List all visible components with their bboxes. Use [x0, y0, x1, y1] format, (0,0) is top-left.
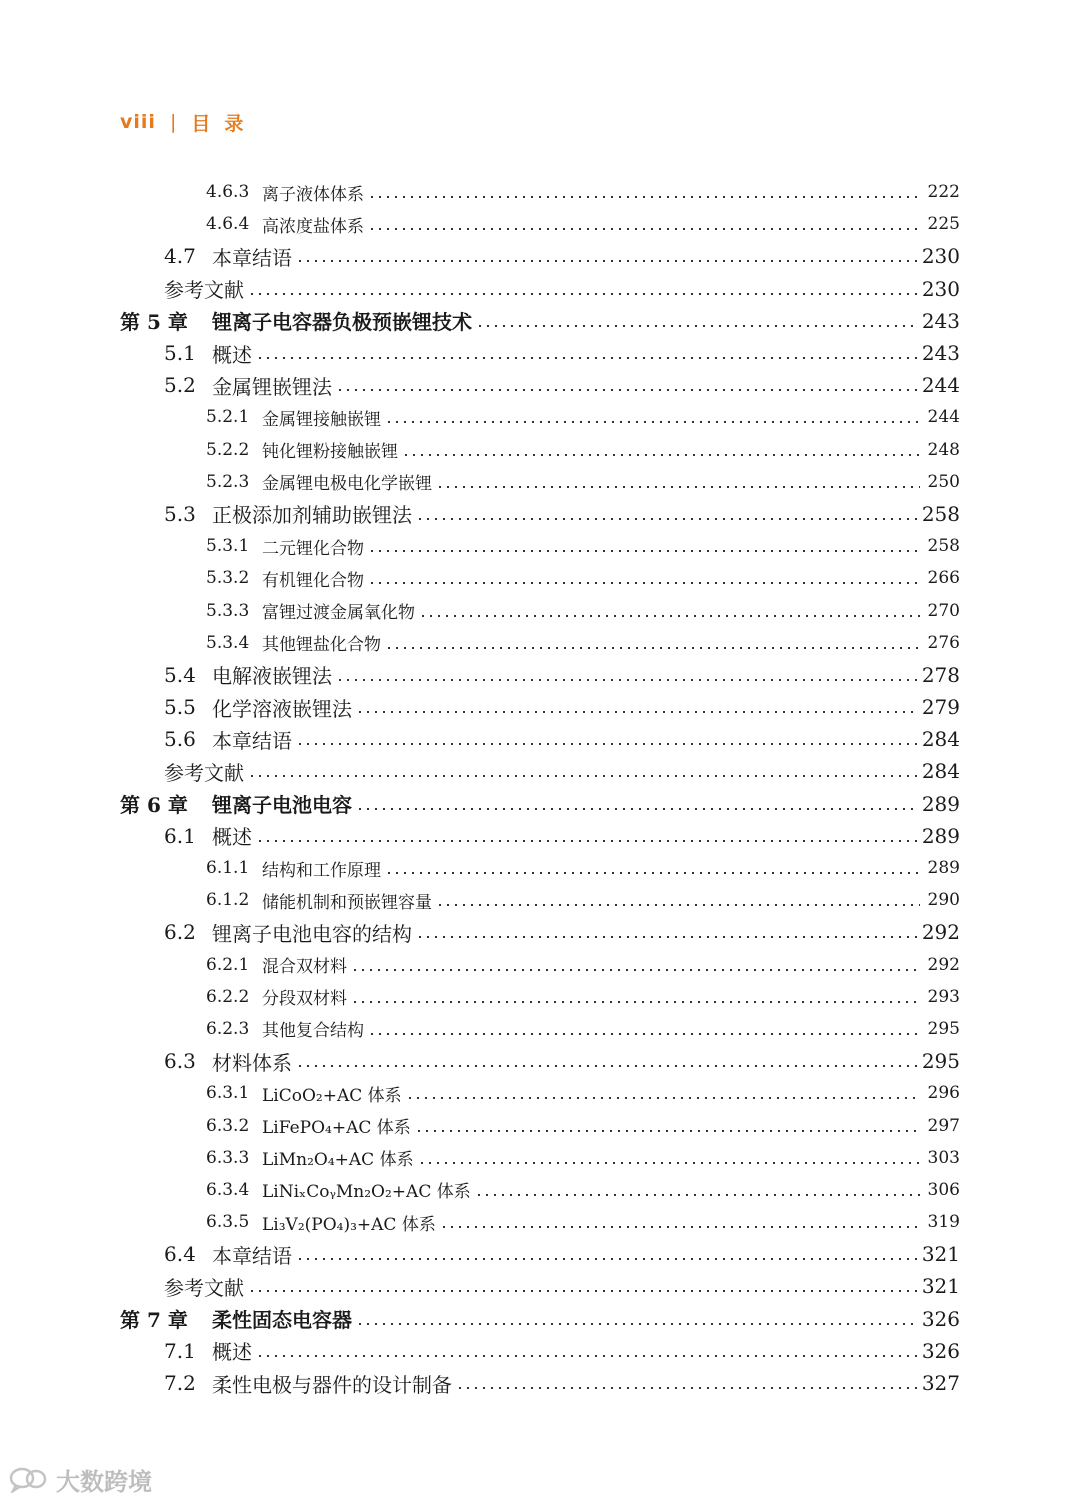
toc-page-number: 303	[927, 1147, 960, 1168]
toc-title: 其他锂盐化合物	[262, 635, 381, 656]
toc-number: 6.3.5	[206, 1212, 250, 1233]
toc-title: 概述	[212, 1340, 252, 1365]
toc-number: 6.1.1	[206, 858, 250, 879]
toc-title: 锂离子电池电容	[212, 793, 352, 818]
dot-leader	[385, 647, 920, 649]
toc-page-number: 243	[921, 341, 960, 366]
toc-number: 5.2	[164, 373, 196, 398]
toc-page-number: 290	[927, 890, 960, 911]
toc-number: 5.1	[164, 341, 196, 366]
toc-page-number: 284	[921, 727, 960, 752]
dot-leader	[256, 357, 918, 359]
toc-title: 混合双材料	[262, 957, 347, 978]
dot-leader	[296, 260, 918, 262]
toc-page-number: 295	[927, 1018, 960, 1039]
toc-title: LiMn₂O₄+AC 体系	[262, 1150, 414, 1171]
toc-page-number: 258	[927, 536, 960, 557]
toc-number: 5.5	[164, 695, 196, 720]
toc-page-number: 326	[921, 1338, 960, 1363]
dot-leader	[351, 969, 920, 971]
chat-bubbles-icon	[8, 1465, 52, 1493]
toc-page-number: 230	[921, 244, 960, 269]
running-head-title: 目录	[191, 112, 258, 135]
watermark	[8, 1462, 152, 1496]
toc-page-number: 295	[921, 1049, 960, 1074]
toc-title: LiFePO₄+AC 体系	[262, 1118, 411, 1139]
toc-entry-subsection	[120, 1077, 960, 1109]
dot-leader	[368, 582, 920, 584]
toc-entry-subsection	[120, 594, 960, 626]
toc-page-number: 243	[921, 308, 960, 333]
dot-leader	[476, 325, 918, 327]
toc-page-number: 244	[927, 407, 960, 428]
dot-leader	[368, 1033, 920, 1035]
toc-page-number: 279	[921, 695, 960, 720]
toc-entry-subsection	[120, 949, 960, 981]
dot-leader	[419, 615, 920, 617]
toc-page-number: 222	[927, 182, 960, 203]
dot-leader	[385, 421, 920, 423]
dot-leader	[385, 872, 920, 874]
dot-leader	[356, 711, 918, 713]
toc-title: 概述	[212, 825, 252, 850]
toc-number: 6.2.3	[206, 1018, 250, 1039]
dot-leader	[248, 293, 918, 295]
toc-number: 4.6.3	[206, 182, 250, 203]
running-head	[120, 108, 257, 136]
dot-leader	[418, 1162, 920, 1164]
toc-title: 锂离子电容器负极预嵌锂技术	[212, 310, 472, 335]
toc-entry-subsection	[120, 176, 960, 208]
toc-entry-ref	[120, 273, 960, 305]
toc-number: 6.3.4	[206, 1179, 250, 1200]
toc-number: 5.3.3	[206, 600, 250, 621]
toc-entry-subsection	[120, 1206, 960, 1238]
table-of-contents	[120, 176, 960, 1399]
toc-entry-section	[120, 1335, 960, 1367]
folio: viii	[120, 111, 156, 133]
toc-number: 6.3.3	[206, 1147, 250, 1168]
toc-entry-ref	[120, 755, 960, 787]
dot-leader	[256, 1355, 918, 1357]
toc-page-number: 230	[921, 276, 960, 301]
dot-leader	[475, 1194, 920, 1196]
toc-number: 7.2	[164, 1371, 196, 1396]
toc-title: 柔性电极与器件的设计制备	[212, 1372, 452, 1397]
toc-entry-section	[120, 240, 960, 272]
toc-title: 其他复合结构	[262, 1021, 364, 1042]
dot-leader	[416, 936, 918, 938]
toc-entry-subsection	[120, 562, 960, 594]
toc-entry-chapter	[120, 305, 960, 337]
toc-title: 正极添加剂辅助嵌锂法	[212, 503, 412, 528]
toc-title: 高浓度盐体系	[262, 216, 364, 237]
toc-entry-subsection	[120, 434, 960, 466]
dot-leader	[402, 454, 920, 456]
toc-entry-section	[120, 498, 960, 530]
toc-entry-subsection	[120, 1142, 960, 1174]
toc-entry-subsection	[120, 1013, 960, 1045]
dot-leader	[351, 1001, 920, 1003]
toc-number: 第 5 章	[120, 310, 188, 335]
dot-leader	[248, 1290, 918, 1292]
toc-entry-subsection	[120, 627, 960, 659]
toc-number: 5.3	[164, 501, 196, 526]
toc-entry-section	[120, 659, 960, 691]
dot-leader	[336, 389, 918, 391]
toc-page-number: 289	[927, 858, 960, 879]
dot-leader	[368, 228, 920, 230]
toc-title: 锂离子电池电容的结构	[212, 921, 412, 946]
toc-title: 金属锂嵌锂法	[212, 374, 332, 399]
toc-number: 4.6.4	[206, 214, 250, 235]
toc-entry-chapter	[120, 788, 960, 820]
toc-number: 5.2.3	[206, 471, 250, 492]
toc-entry-section	[120, 1045, 960, 1077]
dot-leader	[456, 1387, 918, 1389]
toc-page-number: 276	[927, 632, 960, 653]
toc-entry-subsection	[120, 466, 960, 498]
toc-page-number: 306	[927, 1179, 960, 1200]
toc-title: 钝化锂粉接触嵌锂	[262, 442, 398, 463]
toc-entry-chapter	[120, 1303, 960, 1335]
toc-number: 5.4	[164, 662, 196, 687]
toc-entry-subsection	[120, 1109, 960, 1141]
dot-leader	[356, 1323, 918, 1325]
toc-title: 材料体系	[212, 1050, 292, 1075]
toc-title: 分段双材料	[262, 989, 347, 1010]
dot-leader	[296, 1258, 918, 1260]
toc-page-number: 296	[927, 1083, 960, 1104]
toc-entry-section	[120, 820, 960, 852]
dot-leader	[356, 808, 918, 810]
toc-page-number: 270	[927, 600, 960, 621]
toc-entry-subsection	[120, 1174, 960, 1206]
dot-leader	[256, 840, 918, 842]
toc-page-number: 289	[921, 823, 960, 848]
toc-page-number: 293	[927, 986, 960, 1007]
toc-title: 金属锂电极电化学嵌锂	[262, 474, 432, 495]
toc-page-number: 248	[927, 439, 960, 460]
toc-title: LiCoO₂+AC 体系	[262, 1085, 402, 1106]
toc-page-number: 326	[921, 1306, 960, 1331]
toc-entry-subsection	[120, 401, 960, 433]
toc-entry-section	[120, 723, 960, 755]
toc-page-number: 278	[921, 662, 960, 687]
toc-number: 6.4	[164, 1242, 196, 1267]
toc-title: 结构和工作原理	[262, 860, 381, 881]
toc-number: 5.6	[164, 727, 196, 752]
toc-page-number: 292	[927, 954, 960, 975]
toc-page-number: 225	[927, 214, 960, 235]
toc-page-number: 327	[921, 1371, 960, 1396]
toc-title: 二元锂化合物	[262, 538, 364, 559]
toc-title: 离子液体体系	[262, 184, 364, 205]
toc-title: 有机锂化合物	[262, 570, 364, 591]
toc-page-number: 250	[927, 471, 960, 492]
toc-page-number: 244	[921, 373, 960, 398]
toc-title: 概述	[212, 342, 252, 367]
toc-page-number: 258	[921, 501, 960, 526]
toc-entry-subsection	[120, 208, 960, 240]
toc-entry-subsection	[120, 981, 960, 1013]
toc-page-number: 321	[921, 1274, 960, 1299]
toc-title: 参考文献	[164, 1275, 244, 1300]
dot-leader	[436, 486, 920, 488]
dot-leader	[248, 775, 918, 777]
toc-number: 6.3	[164, 1049, 196, 1074]
dot-leader	[296, 1065, 918, 1067]
dot-leader	[368, 550, 920, 552]
toc-title: 储能机制和预嵌锂容量	[262, 892, 432, 913]
toc-title: 参考文献	[164, 278, 244, 303]
toc-number: 5.3.4	[206, 632, 250, 653]
toc-page-number: 266	[927, 568, 960, 589]
dot-leader	[368, 196, 920, 198]
toc-title: 金属锂接触嵌锂	[262, 409, 381, 430]
toc-title: 本章结语	[212, 245, 292, 270]
toc-page-number: 297	[927, 1115, 960, 1136]
toc-number: 5.2.2	[206, 439, 250, 460]
toc-title: Li₃V₂(PO₄)₃+AC 体系	[262, 1214, 436, 1235]
dot-leader	[406, 1097, 920, 1099]
toc-page-number: 319	[927, 1212, 960, 1233]
toc-number: 5.3.2	[206, 568, 250, 589]
toc-title: 富锂过渡金属氧化物	[262, 603, 415, 624]
toc-number: 5.2.1	[206, 407, 250, 428]
dot-leader	[436, 904, 920, 906]
running-head-separator: |	[169, 111, 178, 133]
toc-number: 6.3.1	[206, 1083, 250, 1104]
toc-number: 6.2	[164, 920, 196, 945]
toc-page-number: 289	[921, 791, 960, 816]
toc-number: 6.2.2	[206, 986, 250, 1007]
toc-entry-ref	[120, 1270, 960, 1302]
toc-entry-section	[120, 337, 960, 369]
toc-number: 6.2.1	[206, 954, 250, 975]
toc-entry-subsection	[120, 530, 960, 562]
toc-title: 化学溶液嵌锂法	[212, 696, 352, 721]
toc-entry-section	[120, 1367, 960, 1399]
toc-entry-section	[120, 1238, 960, 1270]
toc-number: 第 7 章	[120, 1308, 188, 1333]
dot-leader	[440, 1226, 920, 1228]
toc-number: 第 6 章	[120, 793, 188, 818]
toc-entry-section	[120, 916, 960, 948]
toc-title: 参考文献	[164, 760, 244, 785]
toc-page-number: 292	[921, 920, 960, 945]
dot-leader	[416, 518, 918, 520]
toc-title: 本章结语	[212, 728, 292, 753]
toc-title: 柔性固态电容器	[212, 1308, 352, 1333]
toc-number: 4.7	[164, 244, 196, 269]
toc-entry-subsection	[120, 852, 960, 884]
dot-leader	[296, 743, 918, 745]
toc-entry-section	[120, 691, 960, 723]
toc-page-number: 321	[921, 1242, 960, 1267]
toc-title: 电解液嵌锂法	[212, 664, 332, 689]
dot-leader	[336, 679, 918, 681]
toc-number: 5.3.1	[206, 536, 250, 557]
toc-number: 7.1	[164, 1338, 196, 1363]
toc-number: 6.1.2	[206, 890, 250, 911]
toc-entry-section	[120, 369, 960, 401]
toc-number: 6.3.2	[206, 1115, 250, 1136]
toc-number: 6.1	[164, 823, 196, 848]
toc-title: LiNiₓCoᵧMn₂O₂+AC 体系	[262, 1182, 471, 1203]
watermark-text: 大数跨境	[56, 1467, 152, 1496]
dot-leader	[415, 1130, 920, 1132]
toc-entry-subsection	[120, 884, 960, 916]
toc-page-number: 284	[921, 759, 960, 784]
toc-title: 本章结语	[212, 1243, 292, 1268]
